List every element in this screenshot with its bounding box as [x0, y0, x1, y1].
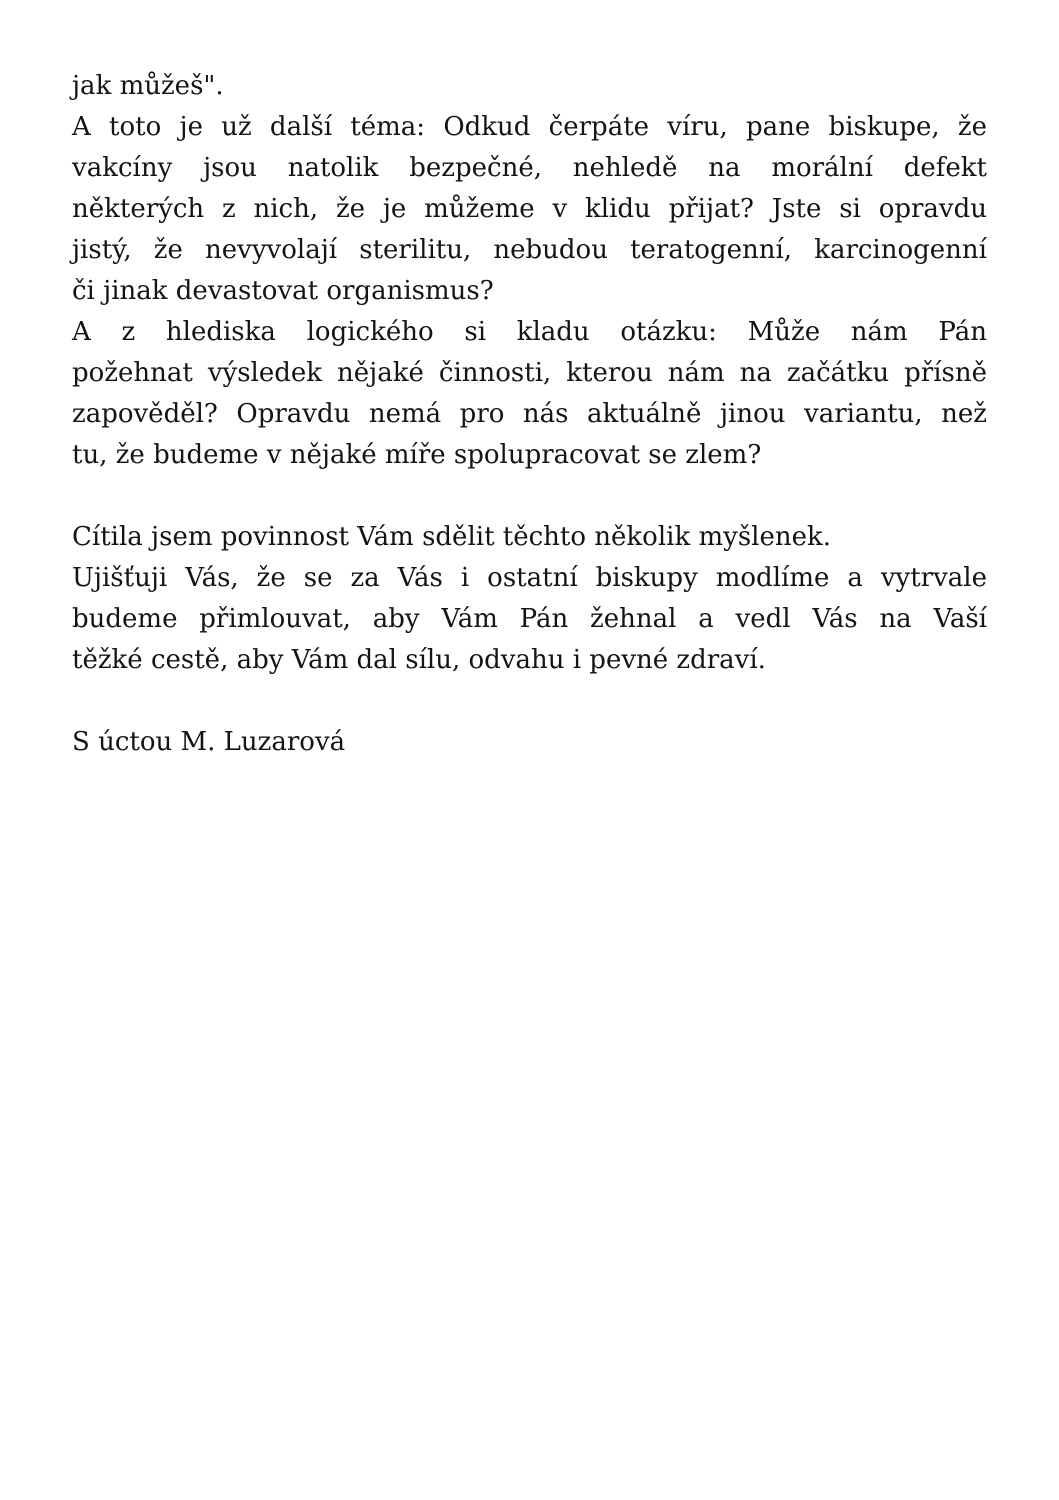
text-line: A z hlediska logického si kladu otázku: Může nám Pán: [72, 317, 987, 347]
text-line: těžké cestě, aby Vám dal sílu, odvahu i pevné zdraví.: [72, 645, 766, 675]
letter-body: [72, 66, 987, 763]
text-line: zapověděl? Opravdu nemá pro nás aktuálně jinou variantu, než: [72, 399, 987, 429]
text-line: požehnat výsledek nějaké činnosti, kterou nám na začátku přísně: [72, 358, 987, 388]
text-line: jak můžeš".: [72, 71, 224, 101]
text-line: vakcíny jsou natolik bezpečné, nehledě na morální defekt: [72, 153, 987, 183]
text-line: jistý, že nevyvolají sterilitu, nebudou teratogenní, karcinogenní: [72, 235, 987, 265]
blank-line: [72, 681, 987, 722]
text-line: tu, že budeme v nějaké míře spolupracovat se zlem?: [72, 440, 762, 470]
text-line: A toto je už další téma: Odkud čerpáte víru, pane biskupe, že: [72, 112, 987, 142]
signature-line: S úctou M. Luzarová: [72, 727, 346, 757]
text-line: Cítila jsem povinnost Vám sdělit těchto několik myšlenek.: [72, 522, 832, 552]
text-line: Ujišťuji Vás, že se za Vás i ostatní biskupy modlíme a vytrvale: [72, 563, 987, 593]
blank-line: [72, 476, 987, 517]
text-line: budeme přimlouvat, aby Vám Pán žehnal a vedl Vás na Vaší: [72, 604, 987, 634]
text-line: některých z nich, že je můžeme v klidu přijat? Jste si opravdu: [72, 194, 987, 224]
text-line: či jinak devastovat organismus?: [72, 276, 494, 306]
